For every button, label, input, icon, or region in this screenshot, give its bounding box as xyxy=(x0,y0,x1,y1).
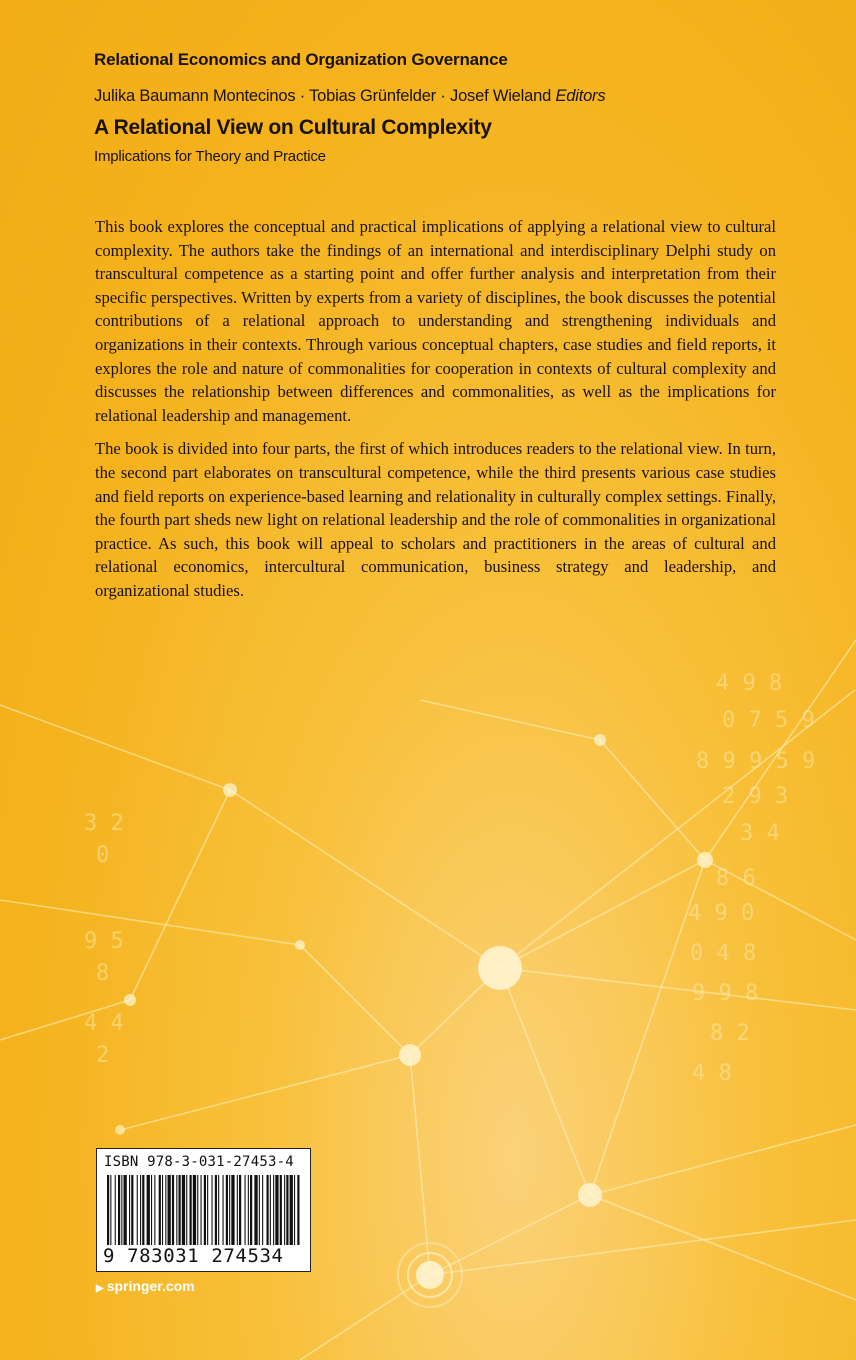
svg-text:0 7 5 9: 0 7 5 9 xyxy=(722,708,815,733)
barcode-icon xyxy=(105,1175,302,1245)
description-paragraph-1: This book explores the conceptual and practical implications of applying a relational view to cultural complexity. The authors take the findings of an international and interdisciplinary Delphi study on transcultural competence as a starting point and offer further analysis and interpretation from their specific perspectives. Written by experts from a variety of disciplines, the book discusses the potential contributions of a relational approach to understanding and strengthening individuals and organizations in their contexts. Through various conceptual chapters, case studies and field reports, it explores the role and nature of commonalities for cooperation in contexts of cultural complexity and discusses the relationship between differences and commonalities, as well as the implications for relational leadership and management. xyxy=(95,217,776,425)
editors-role: Editors xyxy=(555,87,606,105)
book-title: A Relational View on Cultural Complexity xyxy=(94,116,492,139)
svg-text:3 4: 3 4 xyxy=(740,821,780,846)
svg-text:4 9 0: 4 9 0 xyxy=(688,901,755,926)
svg-text:3 2: 3 2 xyxy=(84,811,124,836)
svg-text:8 2: 8 2 xyxy=(710,1021,750,1046)
publisher-website-text: springer.com xyxy=(106,1278,195,1294)
svg-text:8 9 9 5 9: 8 9 9 5 9 xyxy=(696,749,816,774)
svg-text:4 4: 4 4 xyxy=(84,1011,124,1036)
editor-names: Julika Baumann Montecinos · Tobias Grünfelder · Josef Wieland xyxy=(94,87,552,105)
svg-text:0 4 8: 0 4 8 xyxy=(690,941,757,966)
book-description xyxy=(95,215,776,613)
svg-text:9 5: 9 5 xyxy=(84,929,124,954)
svg-text:8 6: 8 6 xyxy=(716,866,756,891)
svg-text:4 9 8: 4 9 8 xyxy=(716,671,783,696)
svg-text:2 9 3: 2 9 3 xyxy=(722,784,789,809)
svg-text:4 8: 4 8 xyxy=(692,1061,732,1086)
description-paragraph-2: The book is divided into four parts, the first of which introduces readers to the relational view. In turn, the second part elaborates on transcultural competence, while the third presents various case studies and field reports on experience-based learning and relationality in culturally complex settings. Finally, the fourth part sheds new light on relational leadership and the role of commonalities in organizational practice. As such, this book will appeal to scholars and practitioners in the areas of cultural and relational economics, intercultural communication, business strategy and leadership, and organizational studies. xyxy=(95,439,776,600)
svg-text:0: 0 xyxy=(96,843,110,868)
isbn-label: ISBN 978-3-031-27453-4 xyxy=(104,1154,294,1170)
publisher-website xyxy=(96,1278,195,1294)
barcode-digits: 9 783031 274534 xyxy=(103,1245,284,1267)
editors-line xyxy=(94,87,605,106)
isbn-barcode-box xyxy=(96,1148,311,1272)
book-subtitle: Implications for Theory and Practice xyxy=(94,148,326,165)
svg-text:9 9 8: 9 9 8 xyxy=(692,981,759,1006)
svg-text:2: 2 xyxy=(96,1043,110,1068)
svg-text:8: 8 xyxy=(96,961,110,986)
triangle-right-icon: ▶ xyxy=(96,1283,104,1294)
series-name: Relational Economics and Organization Governance xyxy=(94,50,508,69)
